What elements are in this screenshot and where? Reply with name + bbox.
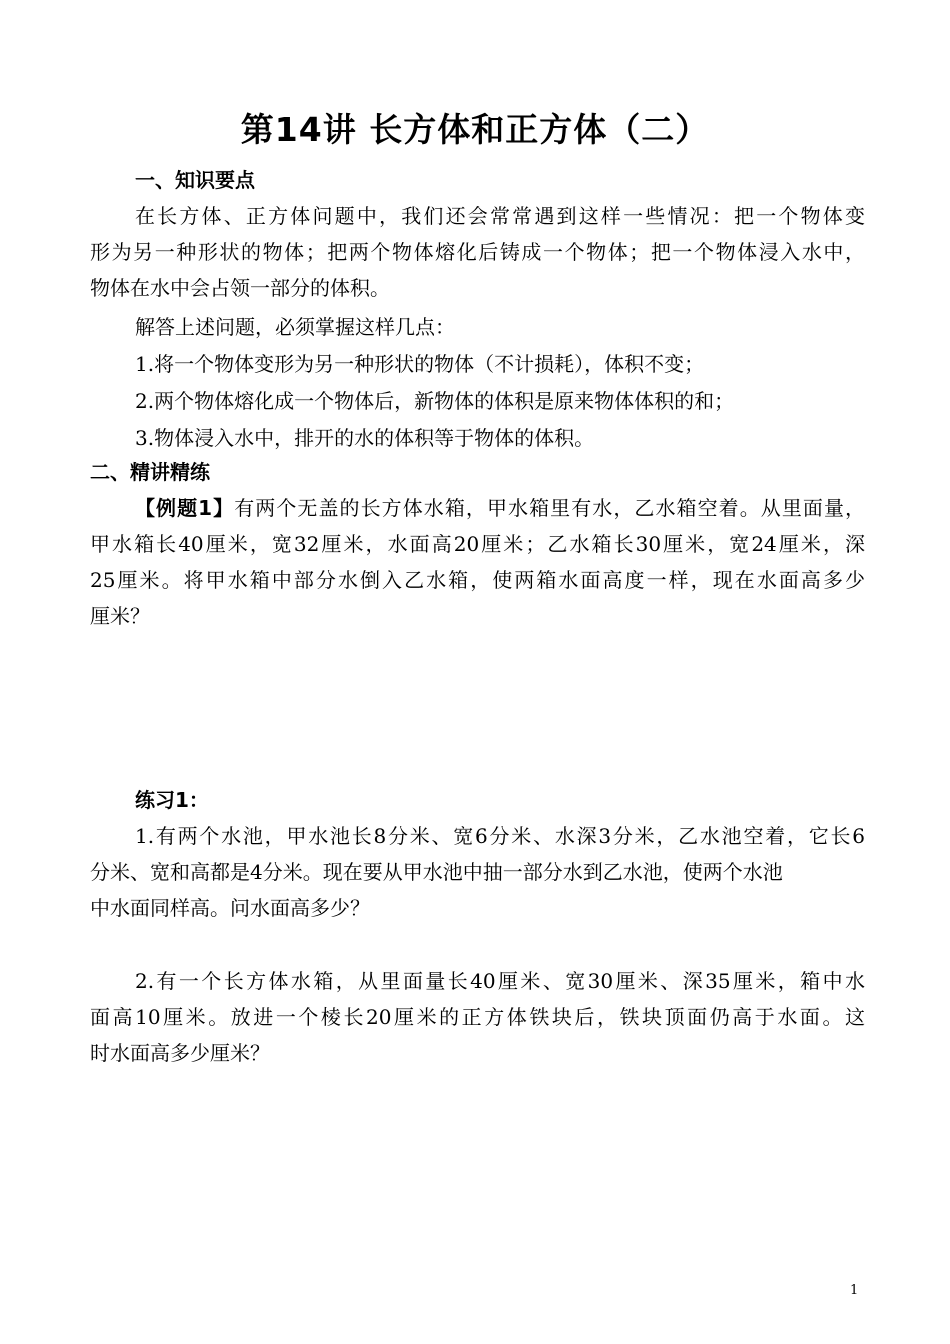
practice-heading: 练习1： xyxy=(135,788,209,812)
example-line xyxy=(135,494,865,522)
paragraph-line: 在长方体、正方体问题中，我们还会常常遇到这样一些情况：把一个物体变 xyxy=(135,204,865,228)
section-heading-practice: 二、精讲精练 xyxy=(90,460,210,484)
example-line: 甲水箱长40厘米，宽32厘米，水面高20厘米；乙水箱长30厘米，宽24厘米，深 xyxy=(90,532,865,556)
question-line: 分米、宽和高都是4分米。现在要从甲水池中抽一部分水到乙水池，使两个水池 xyxy=(90,860,783,884)
question-line: 1.有两个水池，甲水池长8分米、宽6分米、水深3分米，乙水池空着，它长6 xyxy=(135,824,865,848)
question-line: 时水面高多少厘米？ xyxy=(90,1041,270,1065)
paragraph-line: 解答上述问题，必须掌握这样几点： xyxy=(135,315,455,339)
page-title: 第14讲 长方体和正方体（二） xyxy=(240,110,710,149)
example-text: 有两个无盖的长方体水箱，甲水箱里有水，乙水箱空着。从里面量， xyxy=(234,496,866,520)
paragraph-line: 物体在水中会占领一部分的体积。 xyxy=(90,276,390,300)
question-line: 2.有一个长方体水箱，从里面量长40厘米、宽30厘米、深35厘米，箱中水 xyxy=(135,969,865,993)
question-line: 面高10厘米。放进一个棱长20厘米的正方体铁块后，铁块顶面仍高于水面。这 xyxy=(90,1005,865,1029)
section-heading-knowledge: 一、知识要点 xyxy=(135,168,255,192)
paragraph-line: 形为另一种形状的物体；把两个物体熔化后铸成一个物体；把一个物体浸入水中， xyxy=(90,240,865,264)
question-line: 中水面同样高。问水面高多少？ xyxy=(90,896,370,920)
point-item: 3.物体浸入水中，排开的水的体积等于物体的体积。 xyxy=(135,426,595,450)
example-line: 厘米？ xyxy=(90,604,150,628)
point-item: 2.两个物体熔化成一个物体后，新物体的体积是原来物体体积的和； xyxy=(135,389,735,413)
page-number: 1 xyxy=(850,1283,859,1298)
example-label: 【例题1】 xyxy=(135,496,235,520)
example-line: 25厘米。将甲水箱中部分水倒入乙水箱，使两箱水面高度一样，现在水面高多少 xyxy=(90,568,865,592)
point-item: 1.将一个物体变形为另一种形状的物体（不计损耗），体积不变； xyxy=(135,352,705,376)
